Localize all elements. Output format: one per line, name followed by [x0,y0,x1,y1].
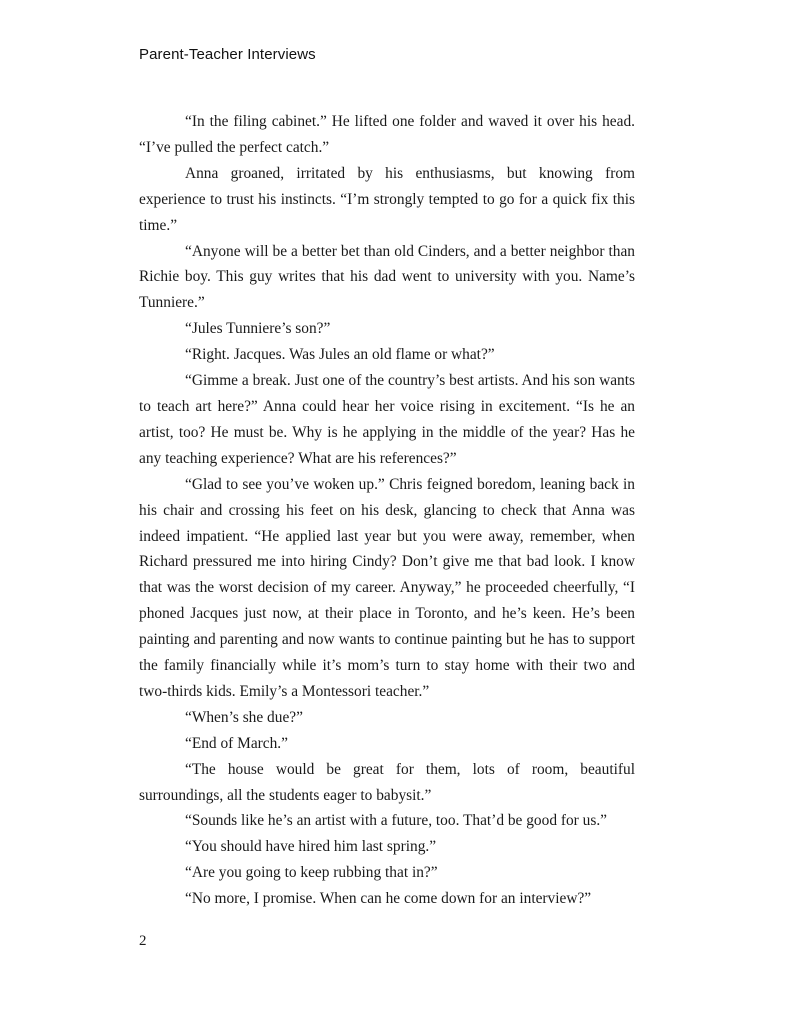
paragraph: “Anyone will be a better bet than old Cinders, and a better neighbor than Richie boy. This guy writes that his dad went to university with you. Name’s Tunniere.” [139,242,635,312]
paragraph: “Right. Jacques. Was Jules an old flame or what?” [185,346,495,364]
paragraph: “Sounds like he’s an artist with a future, too. That’d be good for us.” [185,812,608,830]
paragraph: “No more, I promise. When can he come down for an interview?” [185,890,592,908]
paragraph: “Glad to see you’ve woken up.” Chris feigned boredom, leaning back in his chair and crossing his feet on his desk, glancing to check that Anna was indeed impatient. “He applied last year but you were away, remember, when Richard pressured me into hiring Cindy? Don’t give me that bad look. I know that was the worst decision of my career. Anyway,” he proceeded cheerfully, “I phoned Jacques just now, at their place in Toronto, and he’s keen. He’s been painting and parenting and now wants to continue painting but he has to support the family financially while it’s mom’s turn to stay home with their two and two-thirds kids. Emily’s a Montessori teacher.” [139,475,635,700]
paragraph: “The house would be great for them, lots of room, beautiful surroundings, all the students eager to babysit.” [139,760,635,804]
running-header: Parent-Teacher Interviews [139,46,316,63]
paragraph: “Jules Tunniere’s son?” [185,320,331,338]
paragraph: “You should have hired him last spring.” [185,838,437,856]
paragraph: “Are you going to keep rubbing that in?” [185,864,438,882]
paragraph: “End of March.” [185,734,288,752]
body-text [139,109,635,912]
paragraph: Anna groaned, irritated by his enthusiasms, but knowing from experience to trust his instincts. “I’m strongly tempted to go for a quick fix this time.” [139,164,635,234]
paragraph: “Gimme a break. Just one of the country’s best artists. And his son wants to teach art here?” Anna could hear her voice rising in excitement. “Is he an artist, too? He must be. Why is he applying in the middle of the year? Has he any teaching experience? What are his references?” [139,372,635,467]
page-number: 2 [139,933,147,949]
paragraph: “In the filing cabinet.” He lifted one folder and waved it over his head. “I’ve pulled the perfect catch.” [139,113,635,156]
paragraph: “When’s she due?” [185,708,303,726]
